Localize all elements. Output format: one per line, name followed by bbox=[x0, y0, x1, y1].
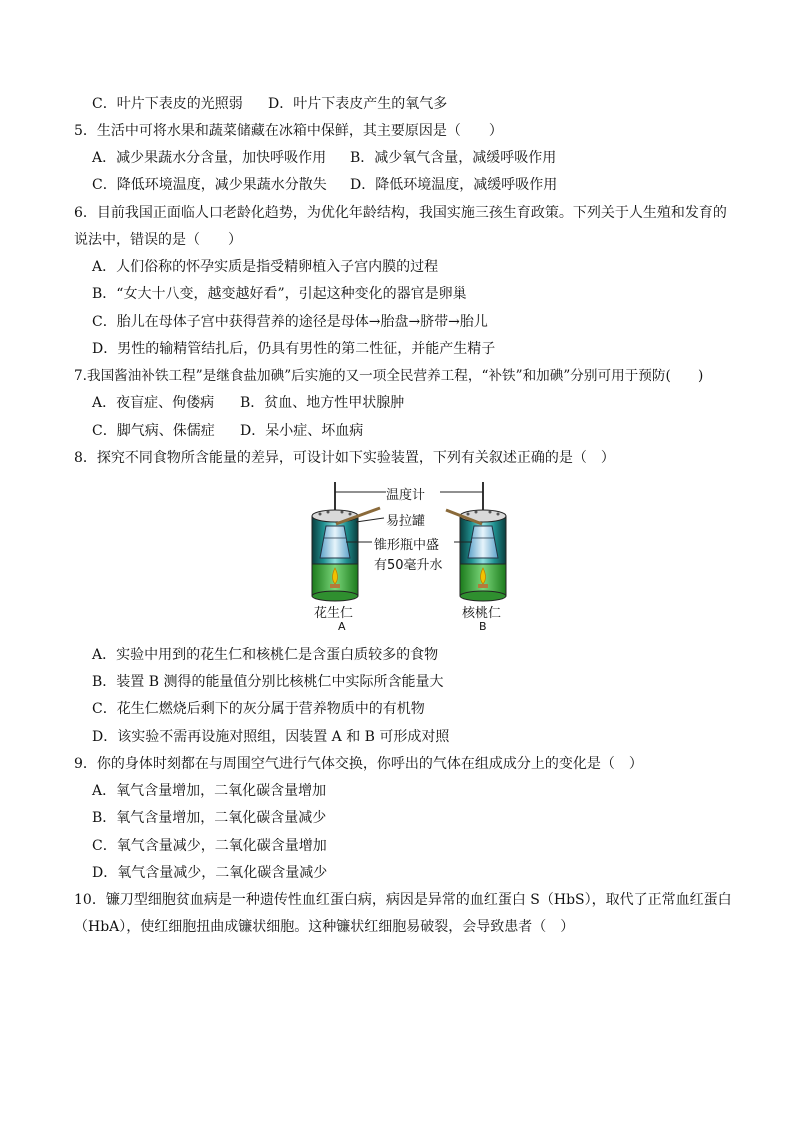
q4-option-d: D．叶片下表皮产生的氧气多 bbox=[268, 96, 448, 112]
label-a: A bbox=[338, 620, 346, 633]
label-walnut: 核桃仁 bbox=[462, 606, 502, 621]
q6-option-b: B．“女大十八变，越变越好看”，引起这种变化的器官是卵巢 bbox=[92, 286, 467, 302]
q10-stem-line2: （HbA），使红细胞扭曲成镰状细胞。这种镰状红细胞易破裂，会导致患者（ ） bbox=[74, 919, 575, 935]
q6-stem-line1: 6．目前我国正面临人口老龄化趋势，为优化年龄结构，我国实施三孩生育政策。下列关于人生殖和发育的 bbox=[74, 205, 727, 221]
label-thermometer: 温度计 bbox=[386, 488, 426, 503]
q5-option-d: D．降低环境温度，减缓呼吸作用 bbox=[350, 177, 558, 193]
calorimeter-figure bbox=[306, 478, 522, 638]
q7-stem: 7.我国酱油补铁工程”是继食盐加碘”后实施的又一项全民营养工程，“补铁”和加碘”分别可用于预防( ) bbox=[74, 368, 704, 384]
q8-option-d: D．该实验不需再设施对照组，因装置 A 和 B 可形成对照 bbox=[92, 729, 450, 745]
q7-option-d: D．呆小症、坏血病 bbox=[240, 423, 364, 439]
q4-option-c: C．叶片下表皮的光照弱 bbox=[92, 96, 243, 112]
q9-option-a: A．氧气含量增加，二氧化碳含量增加 bbox=[92, 783, 327, 799]
q7-option-a: A．夜盲症、佝偻病 bbox=[92, 395, 215, 411]
label-flask-line1: 锥形瓶中盛 bbox=[374, 538, 440, 553]
q10-stem-line1: 10．镰刀型细胞贫血病是一种遗传性血红蛋白病，病因是异常的血红蛋白 S（HbS），取代了正常血红蛋白 bbox=[74, 892, 732, 908]
label-peanut: 花生仁 bbox=[314, 606, 354, 621]
q9-option-b: B．氧气含量增加，二氧化碳含量减少 bbox=[92, 810, 327, 826]
label-flask-line2: 有50毫升水 bbox=[374, 558, 443, 573]
q5-option-c: C．降低环境温度，减少果蔬水分散失 bbox=[92, 177, 327, 193]
q7-option-c: C．脚气病、侏儒症 bbox=[92, 423, 215, 439]
q5-option-b: B．减少氧气含量，减缓呼吸作用 bbox=[350, 150, 557, 166]
q6-stem-line2: 说法中，错误的是（ ） bbox=[74, 232, 242, 248]
q7-option-b: B．贫血、地方性甲状腺肿 bbox=[240, 395, 405, 411]
q8-option-a: A．实验中用到的花生仁和核桃仁是含蛋白质较多的食物 bbox=[92, 647, 439, 663]
q8-option-b: B．装置 B 测得的能量值分别比核桃仁中实际所含能量大 bbox=[92, 674, 444, 690]
q5-option-a: A．减少果蔬水分含量，加快呼吸作用 bbox=[92, 150, 327, 166]
q6-option-c: C．胎儿在母体子宫中获得营养的途径是母体→胎盘→脐带→胎儿 bbox=[92, 314, 488, 330]
pointer-can bbox=[356, 518, 384, 522]
label-can: 易拉罐 bbox=[386, 514, 426, 529]
label-b: B bbox=[479, 620, 487, 633]
q9-stem: 9．你的身体时刻都在与周围空气进行气体交换，你呼出的气体在组成成分上的变化是（ ） bbox=[74, 756, 643, 772]
q9-option-d: D．氧气含量减少，二氧化碳含量减少 bbox=[92, 865, 328, 881]
q9-option-c: C．氧气含量减少，二氧化碳含量增加 bbox=[92, 838, 327, 854]
q5-stem: 5．生活中可将水果和蔬菜储藏在冰箱中保鲜，其主要原因是（ ） bbox=[74, 123, 503, 139]
q8-option-c: C．花生仁燃烧后剩下的灰分属于营养物质中的有机物 bbox=[92, 701, 425, 717]
q8-stem: 8．探究不同食物所含能量的差异，可设计如下实验装置，下列有关叙述正确的是（ ） bbox=[74, 450, 615, 466]
q6-option-a: A．人们俗称的怀孕实质是指受精卵植入子宫内膜的过程 bbox=[92, 259, 439, 275]
q6-option-d: D．男性的输精管结扎后，仍具有男性的第二性征，并能产生精子 bbox=[92, 341, 496, 357]
